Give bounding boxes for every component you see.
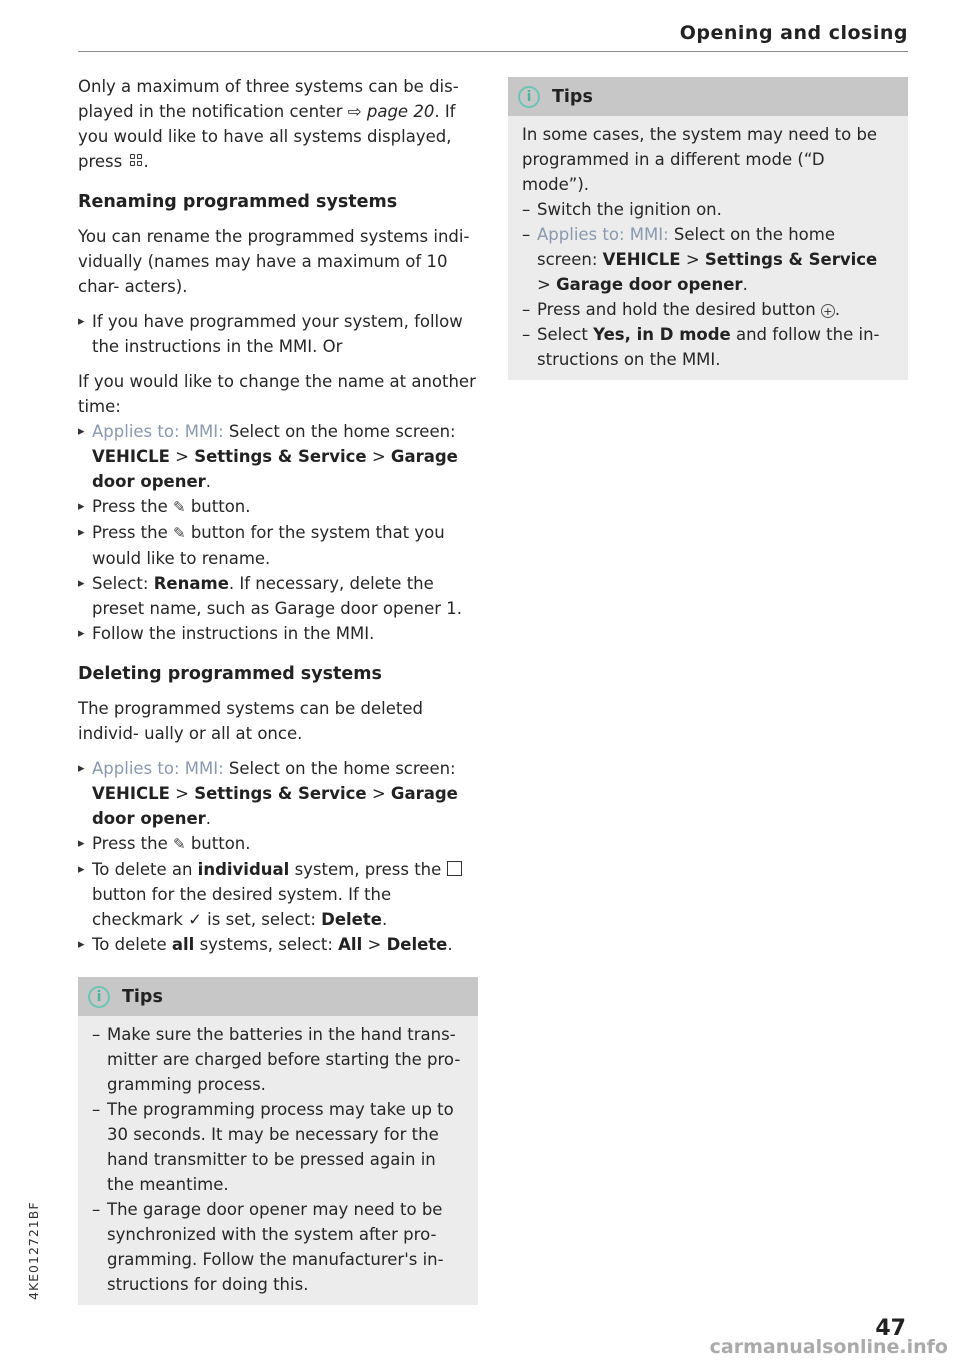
watermark: carmanualsonline.info <box>709 1336 948 1358</box>
rename-step-press-edit-list <box>78 494 478 520</box>
delete-step-press <box>78 831 478 857</box>
tips-body <box>508 116 908 380</box>
left-column <box>78 74 478 1305</box>
delete-all-text-1: To delete <box>92 935 167 954</box>
delete-all-text-2: systems, select: <box>199 935 333 954</box>
delete-step-all: ▸ To delete all systems, select: All > Delete. <box>78 932 478 957</box>
rename-step-select <box>78 571 478 621</box>
delete-step-individual: ▸ To delete an individual system, press the button for the desired system. If the checkmark ✓ is set, select: Delete. <box>78 857 478 932</box>
intro-text-1: Only a maximum of three systems can be dis- <box>78 77 459 96</box>
intro-text-2: played in the notification center <box>78 102 343 121</box>
d-mode-step-applies: – Applies to: MMI: Select on the home screen: VEHICLE > Settings & Service > Garage door opener. <box>522 222 896 297</box>
select-rest: and follow the in- structions on the MMI. <box>537 325 880 369</box>
tips-header <box>78 977 478 1016</box>
delete-step-applies: ▸ Applies to: MMI: Select on the home screen: VEHICLE > Settings & Service > Garage door opener. <box>78 756 478 831</box>
applies-label: Applies to: MMI: <box>537 225 669 244</box>
delete-heading: Deleting programmed systems <box>78 664 382 684</box>
rename-step-follow <box>78 309 478 359</box>
arrow-icon: ⇨ <box>347 102 362 121</box>
rename-heading: Renaming programmed systems <box>78 192 398 212</box>
page-reference-link[interactable]: page 20 <box>366 102 435 121</box>
path-settings: Settings & Service <box>194 447 367 466</box>
d-mode-step-select <box>522 322 896 372</box>
checkbox-icon <box>447 861 462 876</box>
press-the-text: Press the <box>92 834 168 853</box>
path-vehicle: VEHICLE <box>92 784 170 803</box>
select-home-text: Select on the home screen: <box>228 422 456 441</box>
right-column <box>508 77 908 380</box>
delete-ind-bold: individual <box>197 860 290 879</box>
document-code: 4KE012721BF <box>26 1201 41 1300</box>
rename-step-text: If you have programmed your system, follow the instructions in the MMI. Or <box>92 312 463 356</box>
button-text: button. <box>190 497 251 516</box>
path-sep: > <box>175 784 189 803</box>
delete-ind-text-3: button for the desired system. If the checkmark <box>92 885 392 929</box>
press-the-text: Press the <box>92 497 168 516</box>
checkmark-icon: ✓ <box>188 910 202 929</box>
tip-item: – Make sure the batteries in the hand trans- mitter are charged before starting the pro- gramming process. <box>92 1022 466 1097</box>
all-option: All <box>338 935 363 954</box>
path-settings: Settings & Service <box>194 784 367 803</box>
tips-box-right <box>508 77 908 380</box>
path-sep: > <box>175 447 189 466</box>
select-label: Select: <box>92 574 149 593</box>
plus-circle-icon: + <box>821 304 835 318</box>
d-mode-step-press-hold: – Press and hold the desired button + . <box>522 297 896 322</box>
tips-title: Tips <box>122 986 163 1007</box>
tips-header <box>508 77 908 116</box>
rename-paragraph-2: If you would like to change the name at another time: <box>78 372 476 416</box>
tips-body <box>78 1016 478 1305</box>
path-sep: > <box>537 275 551 294</box>
tips-title: Tips <box>552 86 593 107</box>
button-text: button. <box>190 834 251 853</box>
delete-ind-text-1: To delete an <box>92 860 193 879</box>
rename-step-press-edit <box>78 520 478 571</box>
tip-item: – The garage door opener may need to be synchronized with the system after pro- gramming. Follow the manufacturer's in- structions for doing this. <box>92 1197 466 1297</box>
press-hold-text: Press and hold the desired button <box>537 300 816 319</box>
button-for-text: button for the system that you would like to rename. <box>92 523 445 568</box>
info-icon: i <box>518 86 540 108</box>
path-garage: Garage door opener <box>92 784 458 828</box>
rename-paragraph: You can rename the programmed systems indi- vidually (names may have a maximum of 10 char- acters). <box>78 227 470 296</box>
edit-list-icon: ✎ <box>173 498 186 516</box>
path-sep: > <box>371 447 386 466</box>
applies-label: Applies to: MMI: <box>92 759 224 778</box>
edit-icon: ✎ <box>173 524 186 542</box>
edit-list-icon: ✎ <box>173 835 186 853</box>
path-vehicle: VEHICLE <box>92 447 170 466</box>
follow-text: Follow the instructions in the MMI. <box>92 624 375 643</box>
path-garage: Garage door opener <box>556 275 743 294</box>
delete-option: Delete <box>321 910 382 929</box>
delete-all-bold: all <box>171 935 195 954</box>
intro-paragraph <box>78 74 478 174</box>
page-header-title: Opening and closing <box>679 22 908 44</box>
header-divider <box>78 51 908 52</box>
info-icon: i <box>88 986 110 1008</box>
rename-rest: . If necessary, delete the preset name, such as Garage door opener 1. <box>92 574 463 618</box>
tips-box-left <box>78 977 478 1305</box>
rename-option: Rename <box>153 574 229 593</box>
rename-step-applies: ▸ Applies to: MMI: Select on the home screen: VEHICLE > Settings & Service > Garage door opener. <box>78 419 478 494</box>
path-sep: > <box>371 784 386 803</box>
applies-label: Applies to: MMI: <box>92 422 224 441</box>
path-sep: > <box>685 250 700 269</box>
grid-icon <box>130 154 144 168</box>
select-text: Select <box>537 325 588 344</box>
path-sep: > <box>367 935 382 954</box>
intro-text-3: . If you would like to have all systems displayed, press <box>78 102 456 171</box>
d-mode-step-ignition: – Switch the ignition on. <box>522 197 896 222</box>
d-mode-option: Yes, in D mode <box>593 325 731 344</box>
delete-ind-text-2: system, press the <box>294 860 442 879</box>
select-home-text: Select on the home screen: <box>537 225 835 269</box>
path-vehicle: VEHICLE <box>602 250 681 269</box>
d-mode-paragraph: In some cases, the system may need to be programmed in a different mode (“D mode”). <box>522 125 878 194</box>
select-home-text: Select on the home screen: <box>228 759 456 778</box>
rename-step-final <box>78 621 478 646</box>
delete-paragraph: The programmed systems can be deleted individ- ually or all at once. <box>78 699 424 743</box>
delete-option: Delete <box>386 935 448 954</box>
path-settings: Settings & Service <box>704 250 878 269</box>
press-the-text: Press the <box>92 523 168 542</box>
tip-item: – The programming process may take up to 30 seconds. It may be necessary for the hand transmitter to be pressed again in the meantime. <box>92 1097 466 1197</box>
path-garage: Garage door opener <box>92 447 458 491</box>
intro-end: . <box>143 152 149 171</box>
page-number: 47 <box>875 1316 906 1341</box>
delete-ind-text-4: is set, select: <box>207 910 316 929</box>
